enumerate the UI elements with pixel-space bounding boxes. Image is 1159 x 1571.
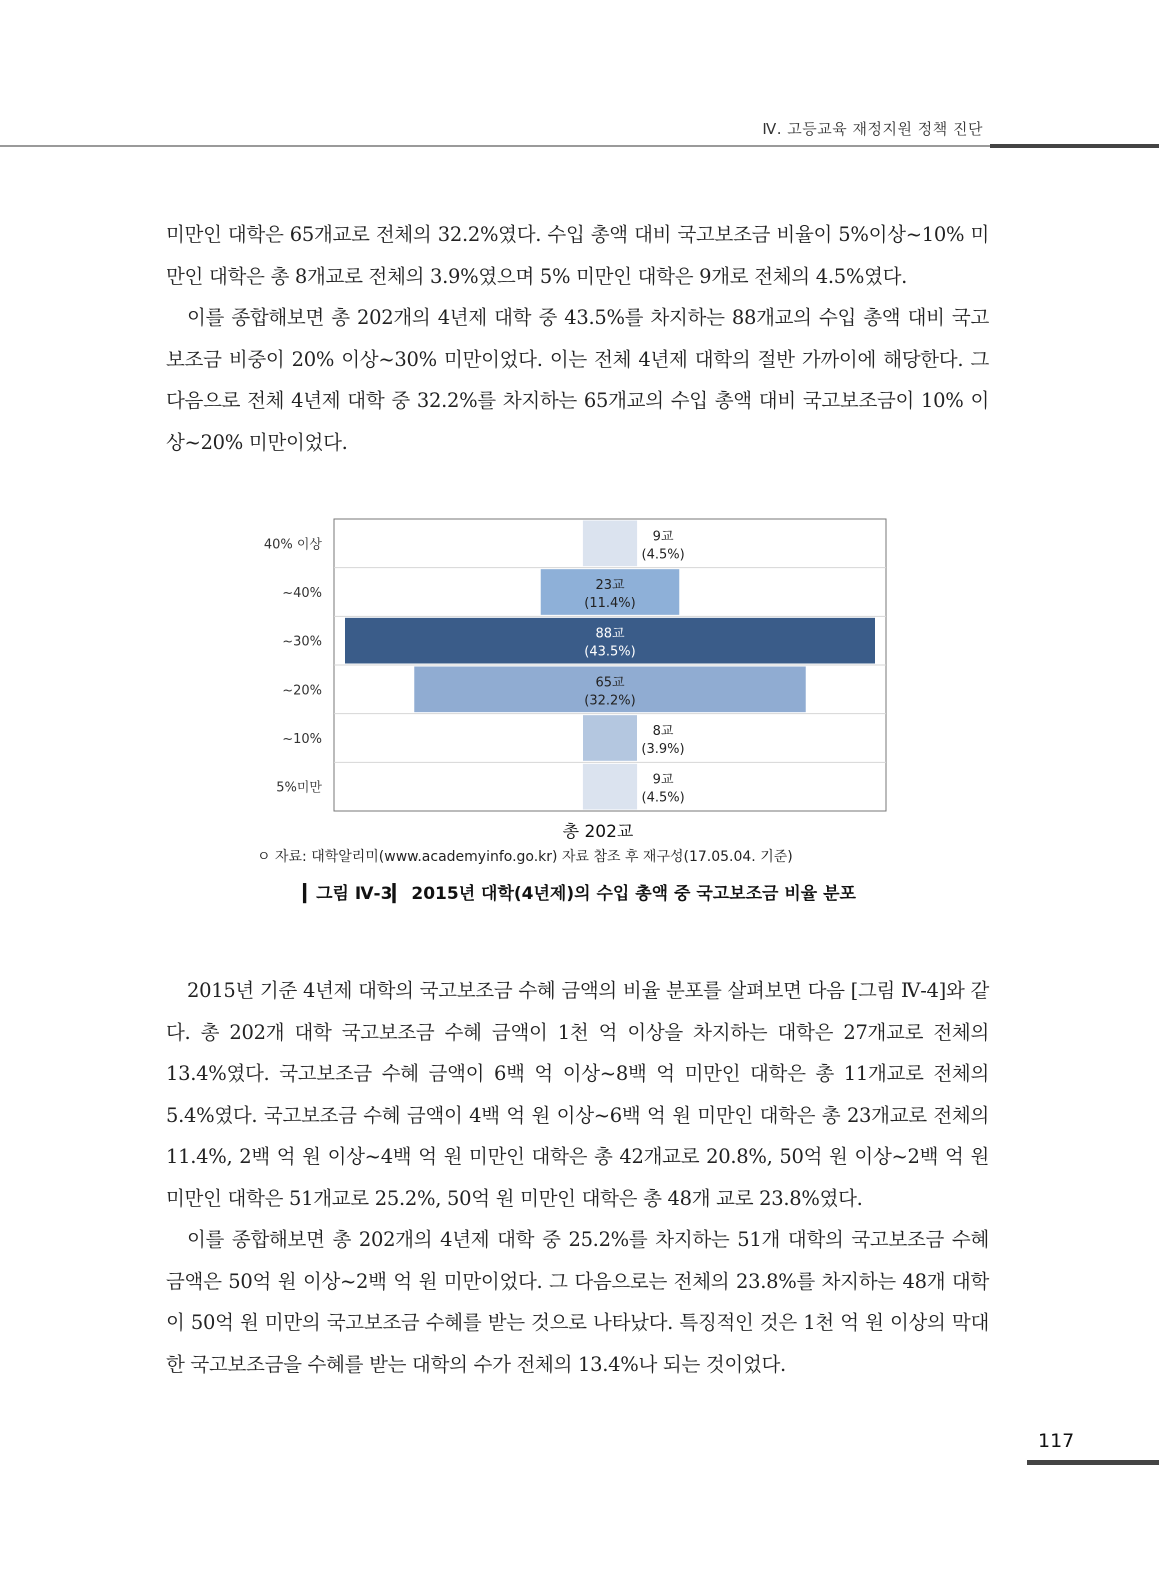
category-label: ~40% [282, 586, 322, 601]
percent-label: (3.9%) [641, 742, 685, 757]
source-note: ㅇ 자료: 대학알리미(www.academyinfo.go.kr) 자료 참조 후 재구성(17.05.04. 기준) [257, 849, 793, 865]
category-label: 40% 이상 [263, 537, 322, 553]
header-rule-accent [990, 144, 1159, 148]
category-label: 5%미만 [276, 780, 322, 796]
bar [583, 764, 637, 810]
pyramid-chart [250, 513, 900, 843]
percent-label: (4.5%) [641, 790, 685, 806]
percent-label: (43.5%) [584, 644, 636, 660]
category-label: ~20% [282, 683, 322, 699]
paragraph: 이를 종합해보면 총 202개의 4년제 대학 중 43.5%를 차지하는 88개교의 수입 총액 대비 국고보조금 비중이 20% 이상~30% 미만이었다. 이는 전체 4년제 대학의 절반 가까이에 해당한다. 그 다음으로 전체 4년제 대학 중 32.2%를 차지하는 65개교의 수입 총액 대비 국고보조금이 10% 이상~20% 미만이었다. [166, 306, 989, 454]
bar [583, 715, 637, 761]
count-label: 65교 [595, 675, 625, 691]
body-text-bottom [166, 970, 989, 1385]
bar [583, 521, 637, 567]
percent-label: (11.4%) [584, 596, 636, 611]
chart-svg [250, 513, 900, 843]
percent-label: (4.5%) [641, 547, 685, 563]
running-header: Ⅳ. 고등교육 재정지원 정책 진단 [762, 120, 983, 138]
count-label: 88교 [595, 626, 625, 642]
category-label: ~10% [282, 732, 322, 747]
percent-label: (32.2%) [584, 693, 636, 709]
figure-caption: ▎그림 Ⅳ-3▎ 2015년 대학(4년제)의 수입 총액 중 국고보조금 비율 분포 [303, 884, 856, 904]
paragraph: 2015년 기준 4년제 대학의 국고보조금 수혜 금액의 비율 분포를 살펴보면 다음 [그림 Ⅳ-4]와 같다. 총 202개 대학 국고보조금 수혜 금액이 1천 억 이상을 차지하는 대학은 27개교로 전체의 13.4%였다. 국고보조금 수혜 금액이 6백 억 이상~8백 억 미만인 대학은 총 11개교로 전체의 5.4%였다. 국고보조금 수혜 금액이 4백 억 원 이상~6백 억 원 미만인 대학은 총 23개교로 전체의 11.4%, 2백 억 원 이상~4백 억 원 미만인 대학은 총 42개교로 20.8%, 50억 원 이상~2백 억 원 미만인 대학은 51개교로 25.2%, 50억 원 미만인 대학은 총 48개 교로 23.8%였다. [166, 979, 989, 1210]
footer-rule [1027, 1460, 1159, 1465]
paragraph: 이를 종합해보면 총 202개의 4년제 대학 중 25.2%를 차지하는 51개 대학의 국고보조금 수혜 금액은 50억 원 이상~2백 억 원 미만이었다. 그 다음으로는 전체의 23.8%를 차지하는 48개 대학이 50억 원 미만의 국고보조금 수혜를 받는 것으로 나타났다. 특징적인 것은 1천 억 원 이상의 막대한 국고보조금을 수혜를 받는 대학의 수가 전체의 13.4%나 되는 것이었다. [166, 1228, 989, 1376]
body-text-top [166, 214, 989, 463]
header-rule [0, 145, 990, 147]
count-label: 23교 [595, 578, 625, 593]
count-label: 8교 [652, 724, 674, 739]
count-label: 9교 [652, 772, 674, 788]
paragraph: 미만인 대학은 65개교로 전체의 32.2%였다. 수입 총액 대비 국고보조금 비율이 5%이상~10% 미만인 대학은 총 8개교로 전체의 3.9%였으며 5% 미만인 대학은 9개로 전체의 4.5%였다. [166, 223, 989, 288]
count-label: 9교 [652, 529, 674, 545]
total-label: 총 202교 [562, 822, 634, 842]
page-number: 117 [1038, 1430, 1075, 1452]
category-label: ~30% [282, 634, 322, 650]
